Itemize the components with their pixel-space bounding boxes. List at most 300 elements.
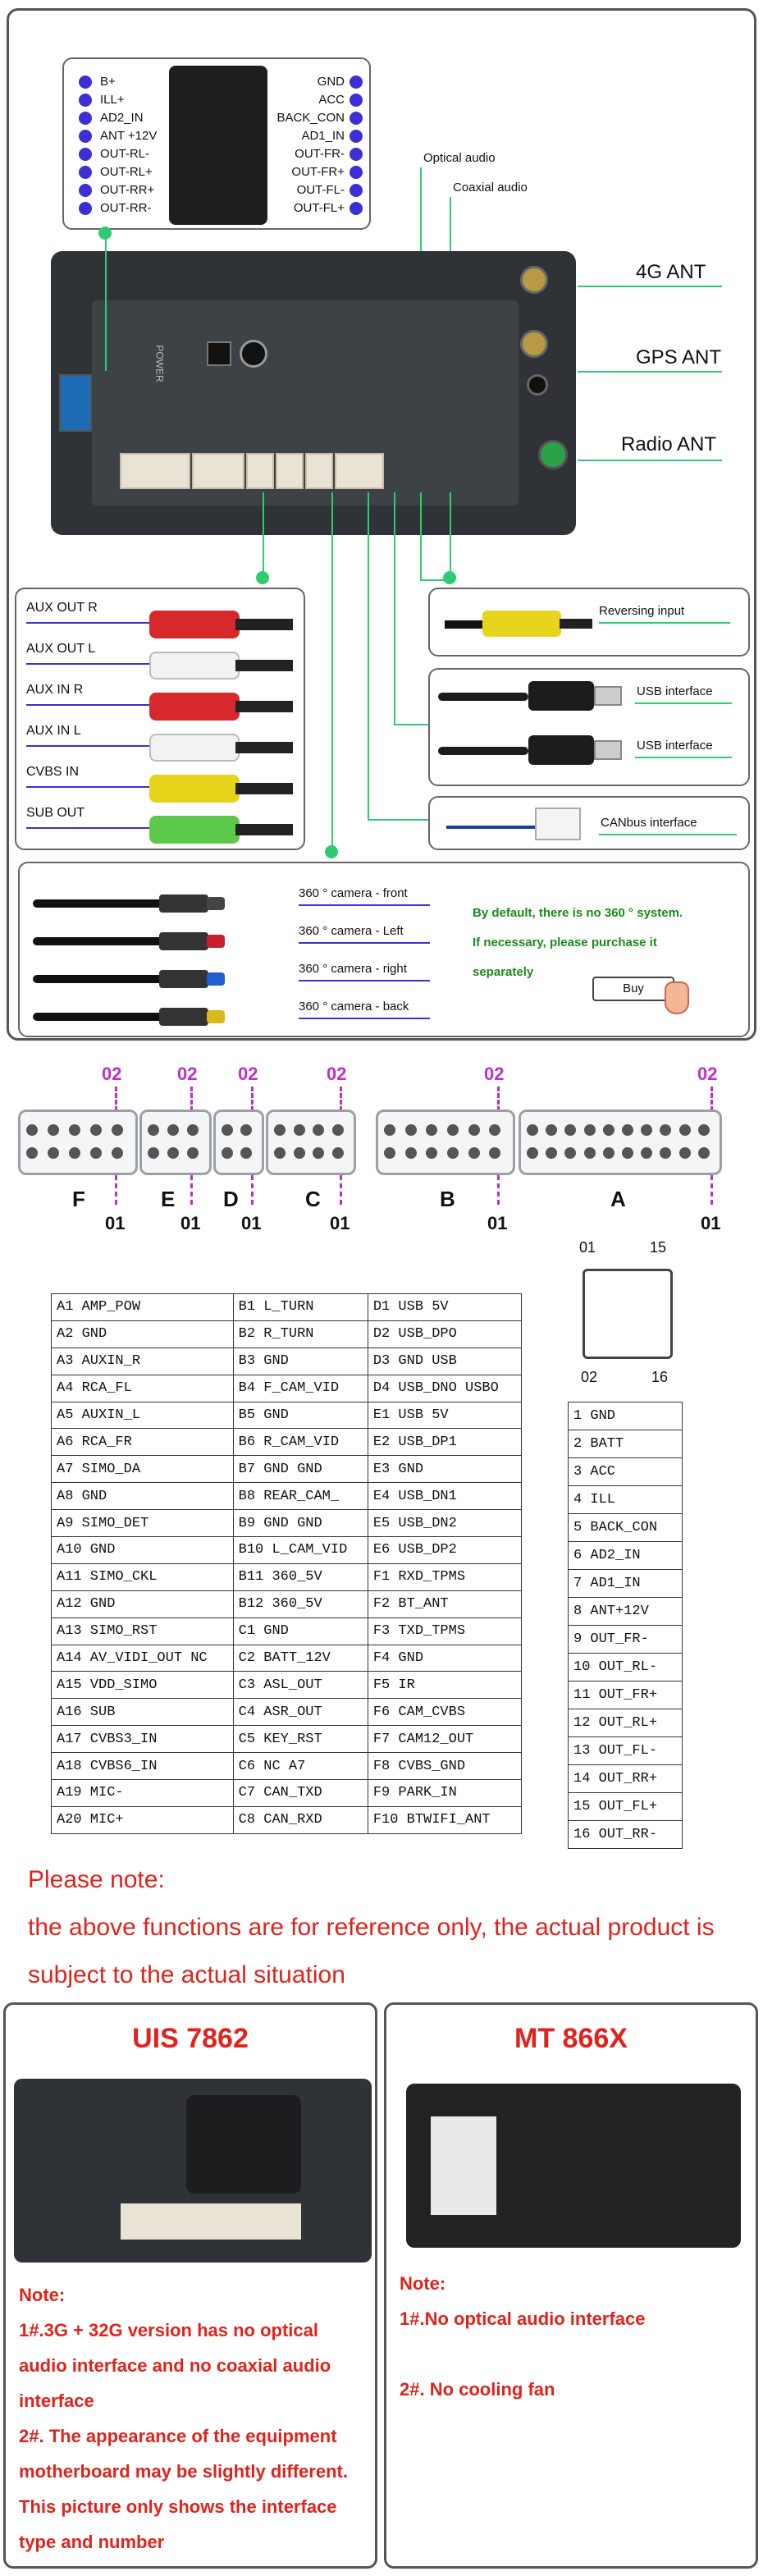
card-image-uis7862 bbox=[14, 2079, 372, 2263]
pin-marker-top: 02 bbox=[697, 1064, 718, 1084]
camera-feed-line bbox=[331, 492, 333, 853]
usb-tip bbox=[594, 686, 622, 706]
canbus-plug bbox=[535, 808, 581, 840]
pin-table-cell: A10 GND bbox=[52, 1537, 234, 1564]
rca-tip bbox=[235, 783, 293, 794]
rca-feed-line bbox=[263, 492, 264, 579]
power-table-cell: 3 ACC bbox=[569, 1458, 683, 1486]
pin-table-row bbox=[52, 1780, 522, 1807]
pin-dot bbox=[350, 166, 363, 179]
pin-dot bbox=[79, 130, 92, 143]
camera-note-3: separately bbox=[473, 965, 534, 979]
camera-cable bbox=[33, 1013, 164, 1021]
pin-hole bbox=[187, 1147, 199, 1159]
harness-right-pin: OUT-FL- bbox=[296, 183, 345, 197]
camera-tip bbox=[207, 972, 225, 986]
rca-plug-white bbox=[149, 734, 240, 762]
junction-dot bbox=[98, 226, 112, 240]
pin-hole bbox=[222, 1124, 233, 1136]
camera-tip bbox=[207, 935, 225, 948]
camera-note-1: By default, there is no 360 ° system. bbox=[473, 906, 683, 920]
pin-table-cell: A16 SUB bbox=[52, 1699, 234, 1726]
pin-hole bbox=[384, 1124, 395, 1136]
camera-note-2: If necessary, please purchase it bbox=[473, 936, 657, 949]
pin-table-cell: A2 GND bbox=[52, 1320, 234, 1347]
pin-table-cell: A20 MIC+ bbox=[52, 1806, 234, 1833]
optical-audio-line bbox=[420, 167, 422, 258]
camera-label: 360 ° camera - back bbox=[299, 1000, 409, 1013]
pin-hole bbox=[679, 1124, 691, 1136]
rca-label: AUX OUT R bbox=[26, 601, 98, 615]
pin-table-cell: C7 CAN_TXD bbox=[233, 1780, 368, 1807]
cable-bus-line-4 bbox=[450, 492, 451, 579]
power-table-row bbox=[569, 1430, 683, 1458]
harness-right-pin: OUT-FR+ bbox=[291, 165, 345, 179]
pin-table-row bbox=[52, 1320, 522, 1347]
marker-line bbox=[115, 1175, 117, 1205]
pin-table-cell: C6 NC A7 bbox=[233, 1753, 368, 1780]
pin-table-cell: F1 RXD_TPMS bbox=[368, 1563, 521, 1590]
rca-tip bbox=[235, 824, 293, 835]
junction-dot bbox=[325, 845, 338, 858]
pin-table-row bbox=[52, 1294, 522, 1321]
optical-audio-label: Optical audio bbox=[423, 151, 496, 165]
rca-underline bbox=[26, 827, 149, 829]
card-uis7862 bbox=[3, 2002, 377, 2569]
reversing-underline bbox=[599, 622, 730, 624]
ant-4g-port bbox=[520, 266, 548, 294]
harness-right-pin: OUT-FR- bbox=[295, 147, 345, 161]
pin-hole bbox=[148, 1147, 159, 1159]
pin-table-cell: B2 R_TURN bbox=[233, 1320, 368, 1347]
card-note-line: 1#.3G + 32G version has no optical bbox=[19, 2320, 318, 2340]
pin-table-row bbox=[52, 1806, 522, 1833]
pin-hole bbox=[294, 1124, 305, 1136]
harness-left-pin: OUT-RL- bbox=[100, 147, 149, 161]
pin-table-cell: E5 USB_DN2 bbox=[368, 1510, 521, 1537]
radio-ant-port bbox=[538, 440, 568, 469]
pin-table-cell: F3 TXD_TPMS bbox=[368, 1617, 521, 1645]
power-connector-diagram bbox=[574, 1239, 689, 1387]
camera-cable bbox=[33, 937, 164, 945]
pin-hole bbox=[603, 1147, 615, 1159]
card-note-heading: Note: bbox=[19, 2285, 66, 2305]
connector-letter: F bbox=[72, 1187, 85, 1211]
pin-table-cell: F10 BTWIFI_ANT bbox=[368, 1806, 521, 1833]
camera-cable bbox=[33, 975, 164, 983]
marker-line bbox=[340, 1175, 342, 1205]
connector-f bbox=[18, 1110, 138, 1175]
power-table-row bbox=[569, 1737, 683, 1765]
camera-underline bbox=[299, 980, 430, 981]
power-table-cell: 8 ANT+12V bbox=[569, 1598, 683, 1626]
side-port bbox=[59, 374, 92, 432]
rca-plug-white bbox=[149, 652, 240, 679]
camera-plug bbox=[159, 895, 208, 913]
card-note-heading: Note: bbox=[400, 2273, 446, 2294]
camera-plug bbox=[159, 1008, 208, 1026]
note-heading: Please note: bbox=[28, 1866, 165, 1893]
pin-table-cell: F6 CAM_CVBS bbox=[368, 1699, 521, 1726]
camera-plug bbox=[159, 932, 208, 950]
pin-table-cell: B3 GND bbox=[233, 1347, 368, 1375]
camera-underline bbox=[299, 904, 430, 906]
usb-underline bbox=[635, 702, 732, 704]
card-note-line: 2#. The appearance of the equipment bbox=[19, 2426, 337, 2446]
pin-table-cell: A13 SIMO_RST bbox=[52, 1617, 234, 1645]
pin-table-row bbox=[52, 1563, 522, 1590]
usb-cable bbox=[438, 747, 528, 755]
pin-table-row bbox=[52, 1402, 522, 1429]
pin-hole bbox=[167, 1147, 179, 1159]
pin-table-row bbox=[52, 1429, 522, 1456]
pin-dot bbox=[350, 75, 363, 89]
pin-table-cell: E4 USB_DN1 bbox=[368, 1483, 521, 1510]
power-connector-shell bbox=[583, 1269, 673, 1359]
power-harness-box bbox=[62, 57, 371, 230]
marker-line bbox=[497, 1175, 500, 1205]
pin-table-cell: F4 GND bbox=[368, 1645, 521, 1672]
pin-dot bbox=[350, 130, 363, 143]
pin-table-cell: B12 360_5V bbox=[233, 1590, 368, 1617]
pin-hole bbox=[294, 1147, 305, 1159]
radio-ant-line bbox=[578, 460, 722, 461]
pin-dot bbox=[350, 148, 363, 161]
pin-table-cell: D2 USB_DPO bbox=[368, 1320, 521, 1347]
camera-underline bbox=[299, 1018, 430, 1019]
pin-hole bbox=[274, 1147, 286, 1159]
pin-table-cell: D1 USB 5V bbox=[368, 1294, 521, 1321]
ant-4g-line bbox=[578, 286, 722, 287]
pin-hole bbox=[698, 1147, 710, 1159]
pin-table-cell: B7 GND GND bbox=[233, 1456, 368, 1483]
pin-table-cell: A12 GND bbox=[52, 1590, 234, 1617]
pin-table-cell: C2 BATT_12V bbox=[233, 1645, 368, 1672]
pin-dot bbox=[350, 94, 363, 107]
pin-table-cell: D3 GND USB bbox=[368, 1347, 521, 1375]
power-table-cell: 4 ILL bbox=[569, 1486, 683, 1514]
pin-hole bbox=[603, 1124, 615, 1136]
canbus-underline bbox=[599, 834, 737, 835]
rca-underline bbox=[26, 745, 149, 747]
pin-hole bbox=[447, 1124, 459, 1136]
pin-table-cell: E2 USB_DP1 bbox=[368, 1429, 521, 1456]
pin-hole bbox=[313, 1124, 324, 1136]
power-table-row bbox=[569, 1514, 683, 1542]
power-table-cell: 15 OUT_FL+ bbox=[569, 1793, 683, 1821]
gps-ant-label: GPS ANT bbox=[636, 346, 722, 368]
pin-table-row bbox=[52, 1617, 522, 1645]
pin-table-cell: F2 BT_ANT bbox=[368, 1590, 521, 1617]
pin-marker-bottom: 01 bbox=[180, 1213, 201, 1233]
optical-port bbox=[207, 341, 231, 366]
junction-dot bbox=[443, 571, 456, 584]
pin-table-cell: A11 SIMO_CKL bbox=[52, 1563, 234, 1590]
buy-button[interactable] bbox=[592, 977, 674, 1001]
rca-underline bbox=[26, 663, 149, 665]
cable-bus-line-1 bbox=[368, 492, 369, 819]
power-table-row bbox=[569, 1626, 683, 1654]
camera-plug bbox=[159, 970, 208, 988]
pin-table-cell: E6 USB_DP2 bbox=[368, 1537, 521, 1564]
harness-connector bbox=[169, 66, 267, 225]
pin-hole bbox=[240, 1124, 252, 1136]
pin-hole bbox=[679, 1147, 691, 1159]
power-table-cell: 14 OUT_RR+ bbox=[569, 1765, 683, 1793]
pin-marker-bottom: 01 bbox=[701, 1213, 721, 1233]
pin-marker-top: 02 bbox=[484, 1064, 505, 1084]
pin-table-row bbox=[52, 1699, 522, 1726]
pin-hole bbox=[26, 1124, 38, 1136]
pin-table bbox=[51, 1293, 522, 1834]
card-image-mt866x bbox=[406, 2084, 741, 2248]
pin-dot bbox=[79, 112, 92, 125]
rca-tip bbox=[235, 660, 293, 671]
card-mt866x bbox=[384, 2002, 758, 2569]
connector-b bbox=[376, 1110, 515, 1175]
card-note-line: motherboard may be slightly different. bbox=[19, 2461, 348, 2482]
connector-letter: B bbox=[440, 1187, 455, 1211]
connector-block bbox=[246, 453, 274, 489]
harness-left-pin: OUT-RL+ bbox=[100, 165, 153, 179]
pin-table-cell: A18 CVBS6_IN bbox=[52, 1753, 234, 1780]
usb-label: USB interface bbox=[637, 739, 713, 753]
pin-table-cell: A5 AUXIN_L bbox=[52, 1402, 234, 1429]
rca-plug-red bbox=[149, 611, 240, 638]
pin-table-cell: A14 AV_VIDI_OUT NC bbox=[52, 1645, 234, 1672]
usb-cable bbox=[438, 693, 528, 701]
connector-letter: A bbox=[610, 1187, 626, 1211]
pin-table-cell: D4 USB_DNO USBO bbox=[368, 1375, 521, 1402]
rca-plug-red bbox=[149, 693, 240, 721]
power-table-cell: 6 AD2_IN bbox=[569, 1542, 683, 1570]
pin-hole bbox=[148, 1124, 159, 1136]
connector-e bbox=[139, 1110, 212, 1175]
rca-label: CVBS IN bbox=[26, 765, 80, 779]
card-note-line: 2#. No cooling fan bbox=[400, 2379, 555, 2400]
harness-left-pin: B+ bbox=[100, 75, 116, 89]
power-table-row bbox=[569, 1793, 683, 1821]
pin-table-cell: B9 GND GND bbox=[233, 1510, 368, 1537]
note-line: the above functions are for reference only, the actual product is bbox=[28, 1914, 715, 1941]
pin-table-cell: B10 L_CAM_VID bbox=[233, 1537, 368, 1564]
cable-bus-line-3 bbox=[420, 492, 422, 579]
mark-bottom-right: 16 bbox=[651, 1369, 669, 1385]
connector-letter: D bbox=[223, 1187, 239, 1211]
harness-right-pin: OUT-FL+ bbox=[293, 201, 345, 215]
reversing-tip bbox=[560, 619, 592, 629]
pin-table-cell: A6 RCA_FR bbox=[52, 1429, 234, 1456]
pin-table-cell: C5 KEY_RST bbox=[233, 1726, 368, 1753]
pin-hole bbox=[332, 1147, 344, 1159]
power-table-cell: 5 BACK_CON bbox=[569, 1514, 683, 1542]
pin-dot bbox=[350, 184, 363, 197]
pin-table-cell: A8 GND bbox=[52, 1483, 234, 1510]
rca-label: AUX IN L bbox=[26, 724, 81, 738]
connector-row bbox=[0, 1060, 763, 1241]
rca-underline bbox=[26, 704, 149, 706]
usb-label: USB interface bbox=[637, 684, 713, 698]
marker-line bbox=[710, 1175, 713, 1205]
reversing-cable bbox=[445, 620, 486, 629]
rca-label: AUX OUT L bbox=[26, 642, 96, 656]
power-table-row bbox=[569, 1765, 683, 1793]
power-table-cell: 9 OUT_FR- bbox=[569, 1626, 683, 1654]
pin-dot bbox=[79, 148, 92, 161]
power-table-row bbox=[569, 1570, 683, 1598]
pin-hole bbox=[447, 1147, 459, 1159]
pin-dot bbox=[79, 166, 92, 179]
pin-marker-top: 02 bbox=[102, 1064, 122, 1084]
pin-hole bbox=[405, 1147, 417, 1159]
pin-dot bbox=[79, 75, 92, 89]
canbus-cable bbox=[446, 826, 537, 829]
pin-table-cell: A15 VDD_SIMO bbox=[52, 1672, 234, 1699]
pin-marker-bottom: 01 bbox=[487, 1213, 508, 1233]
pin-table-cell: B6 R_CAM_VID bbox=[233, 1429, 368, 1456]
usb-plug bbox=[528, 735, 594, 765]
pin-table-cell: A1 AMP_POW bbox=[52, 1294, 234, 1321]
junction-dot bbox=[256, 571, 269, 584]
power-table-cell: 2 BATT bbox=[569, 1430, 683, 1458]
rca-tip bbox=[235, 742, 293, 753]
pin-table-cell: F7 CAM12_OUT bbox=[368, 1726, 521, 1753]
cable-bus-h-2 bbox=[368, 819, 433, 821]
pin-table-cell: A4 RCA_FL bbox=[52, 1375, 234, 1402]
marker-line bbox=[190, 1175, 193, 1205]
rca-underline bbox=[26, 786, 149, 788]
pin-marker-bottom: 01 bbox=[105, 1213, 126, 1233]
connector-block bbox=[120, 453, 190, 489]
pin-hole bbox=[112, 1147, 123, 1159]
power-table-row bbox=[569, 1402, 683, 1430]
connector-letter: C bbox=[305, 1187, 321, 1211]
reversing-label: Reversing input bbox=[599, 604, 685, 618]
power-table-row bbox=[569, 1542, 683, 1570]
power-table-row bbox=[569, 1821, 683, 1849]
pin-table-cell: A17 CVBS3_IN bbox=[52, 1726, 234, 1753]
gps-ant-port bbox=[520, 330, 548, 358]
rca-label: SUB OUT bbox=[26, 806, 85, 820]
power-table-row bbox=[569, 1709, 683, 1737]
camera-cable bbox=[33, 899, 164, 908]
pin-table-cell: A19 MIC- bbox=[52, 1780, 234, 1807]
camera-label: 360 ° camera - front bbox=[299, 886, 408, 900]
pin-table-row bbox=[52, 1645, 522, 1672]
pin-table-row bbox=[52, 1456, 522, 1483]
pin-dot bbox=[79, 202, 92, 215]
cable-bus-line-2 bbox=[394, 492, 395, 724]
power-table-cell: 10 OUT_RL- bbox=[569, 1654, 683, 1681]
connector-block bbox=[276, 453, 304, 489]
card-note-line: This picture only shows the interface bbox=[19, 2496, 337, 2517]
connector-letter: E bbox=[161, 1187, 176, 1211]
camera-tip bbox=[207, 897, 225, 910]
power-table-row bbox=[569, 1486, 683, 1514]
pin-hole bbox=[167, 1124, 179, 1136]
pin-table-row bbox=[52, 1537, 522, 1564]
rca-plug-yellow bbox=[149, 775, 240, 803]
cable-bus-h-1 bbox=[394, 724, 433, 725]
pin-marker-top: 02 bbox=[327, 1064, 347, 1084]
buy-button-label: Buy bbox=[623, 981, 644, 995]
pin-hole bbox=[274, 1124, 286, 1136]
reversing-plug bbox=[482, 611, 561, 637]
card-note-line: type and number bbox=[19, 2532, 165, 2552]
pin-table-cell: F5 IR bbox=[368, 1672, 521, 1699]
pin-table-cell: A9 SIMO_DET bbox=[52, 1510, 234, 1537]
pin-table-row bbox=[52, 1375, 522, 1402]
pin-dot bbox=[350, 112, 363, 125]
pin-dot bbox=[79, 94, 92, 107]
pin-hole bbox=[405, 1124, 417, 1136]
note-line: subject to the actual situation bbox=[28, 1961, 345, 1988]
pointer-hand-icon bbox=[665, 981, 689, 1014]
pin-table-cell: F8 CVBS_GND bbox=[368, 1753, 521, 1780]
pin-hole bbox=[187, 1124, 199, 1136]
pin-table-cell: E1 USB 5V bbox=[368, 1402, 521, 1429]
usb-box bbox=[428, 668, 750, 786]
pin-hole bbox=[48, 1147, 59, 1159]
mark-top-right: 15 bbox=[650, 1239, 667, 1256]
pin-marker-top: 02 bbox=[238, 1064, 258, 1084]
rca-label: AUX IN R bbox=[26, 683, 84, 697]
harness-left-pin: ANT +12V bbox=[100, 129, 158, 143]
pin-hole bbox=[584, 1124, 596, 1136]
card-title: MT 866X bbox=[514, 2023, 628, 2054]
pin-hole bbox=[90, 1147, 102, 1159]
rca-box bbox=[15, 588, 305, 850]
pin-hole bbox=[698, 1124, 710, 1136]
pin-hole bbox=[48, 1124, 59, 1136]
power-table-row bbox=[569, 1681, 683, 1709]
harness-right-pin: GND bbox=[317, 75, 345, 89]
pin-table-cell: C8 CAN_RXD bbox=[233, 1806, 368, 1833]
radio-ant-label: Radio ANT bbox=[621, 433, 717, 455]
pin-table-cell: B5 GND bbox=[233, 1402, 368, 1429]
pin-hole bbox=[90, 1124, 102, 1136]
pin-table-cell: C1 GND bbox=[233, 1617, 368, 1645]
wifi-ant-port bbox=[527, 374, 548, 396]
canbus-label: CANbus interface bbox=[601, 816, 697, 830]
harness-left-pin: OUT-RR- bbox=[100, 201, 152, 215]
harness-right-pin: ACC bbox=[318, 93, 345, 107]
pin-hole bbox=[384, 1147, 395, 1159]
power-table-cell: 7 AD1_IN bbox=[569, 1570, 683, 1598]
rca-tip bbox=[235, 701, 293, 712]
pin-table-cell: C3 ASL_OUT bbox=[233, 1672, 368, 1699]
pin-hole bbox=[313, 1147, 324, 1159]
camera-box bbox=[18, 862, 750, 1037]
coaxial-port bbox=[240, 340, 267, 368]
pin-hole bbox=[112, 1124, 123, 1136]
pin-hole bbox=[622, 1124, 633, 1136]
power-table-cell: 16 OUT_RR- bbox=[569, 1821, 683, 1849]
power-table-row bbox=[569, 1458, 683, 1486]
power-table-cell: 1 GND bbox=[569, 1402, 683, 1430]
pin-table-cell: A3 AUXIN_R bbox=[52, 1347, 234, 1375]
connector-a bbox=[519, 1110, 722, 1175]
pin-table-row bbox=[52, 1347, 522, 1375]
pin-hole bbox=[332, 1124, 344, 1136]
pin-table-row bbox=[52, 1590, 522, 1617]
pin-table-row bbox=[52, 1726, 522, 1753]
pin-table-cell: B8 REAR_CAM_ bbox=[233, 1483, 368, 1510]
pin-table-row bbox=[52, 1483, 522, 1510]
pin-table-row bbox=[52, 1510, 522, 1537]
harness-right-pin: BACK_CON bbox=[276, 111, 345, 125]
harness-left-pin: ILL+ bbox=[100, 93, 125, 107]
